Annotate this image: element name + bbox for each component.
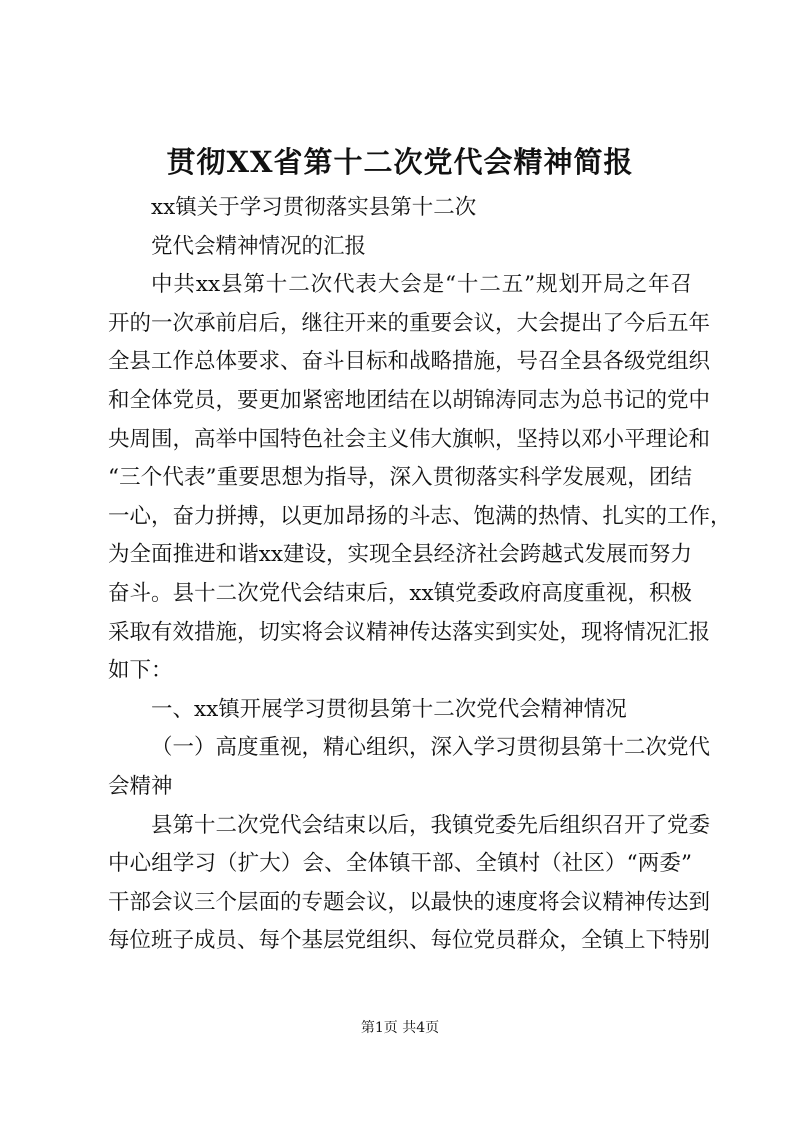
body-line: 中心组学习（扩大）会、全体镇干部、全镇村（社区）“两委”: [108, 851, 692, 877]
subsection-heading: （一）高度重视，精心组织，深入学习贯彻县第十二次党代: [151, 735, 711, 761]
body-line: “三个代表”重要思想为指导，深入贯彻落实科学发展观，团结: [108, 465, 692, 491]
body-line: 全县工作总体要求、奋斗目标和战略措施，号召全县各级党组织: [108, 349, 711, 375]
document-body: [108, 189, 732, 961]
body-line: 如下：: [108, 658, 173, 684]
body-line: 干部会议三个层面的专题会议，以最快的速度将会议精神传达到: [108, 889, 711, 915]
body-line: 采取有效措施，切实将会议精神传达落实到实处，现将情况汇报: [108, 619, 711, 645]
document-title: 贯彻XX省第十二次党代会精神简报: [166, 145, 634, 179]
section-heading: 一、xx镇开展学习贯彻县第十二次党代会精神情况: [151, 696, 627, 722]
body-line: 县第十二次党代会结束以后，我镇党委先后组织召开了党委: [151, 812, 711, 838]
page-footer: 第1页 共4页: [360, 1020, 440, 1036]
body-line: 党代会精神情况的汇报: [151, 233, 367, 259]
body-line: 中共xx县第十二次代表大会是“十二五”规划开局之年召: [151, 272, 692, 298]
body-line: xx镇关于学习贯彻落实县第十二次: [151, 195, 477, 220]
body-line: 奋斗。县十二次党代会结束后，xx镇党委政府高度重视，积极: [108, 580, 692, 606]
body-line: 每位班子成员、每个基层党组织、每位党员群众，全镇上下特别: [108, 928, 711, 954]
body-line: 一心，奋力拼搏，以更加昂扬的斗志、饱满的热情、扎实的工作，: [108, 503, 732, 529]
body-line: 开的一次承前启后，继往开来的重要会议，大会提出了今后五年: [108, 310, 711, 336]
body-line: 和全体党员，要更加紧密地团结在以胡锦涛同志为总书记的党中: [108, 387, 711, 413]
body-line: 为全面推进和谐xx建设，实现全县经济社会跨越式发展而努力: [108, 542, 692, 568]
subsection-heading-continued: 会精神: [108, 773, 173, 799]
body-line: 央周围，高举中国特色社会主义伟大旗帜，坚持以邓小平理论和: [108, 426, 711, 452]
